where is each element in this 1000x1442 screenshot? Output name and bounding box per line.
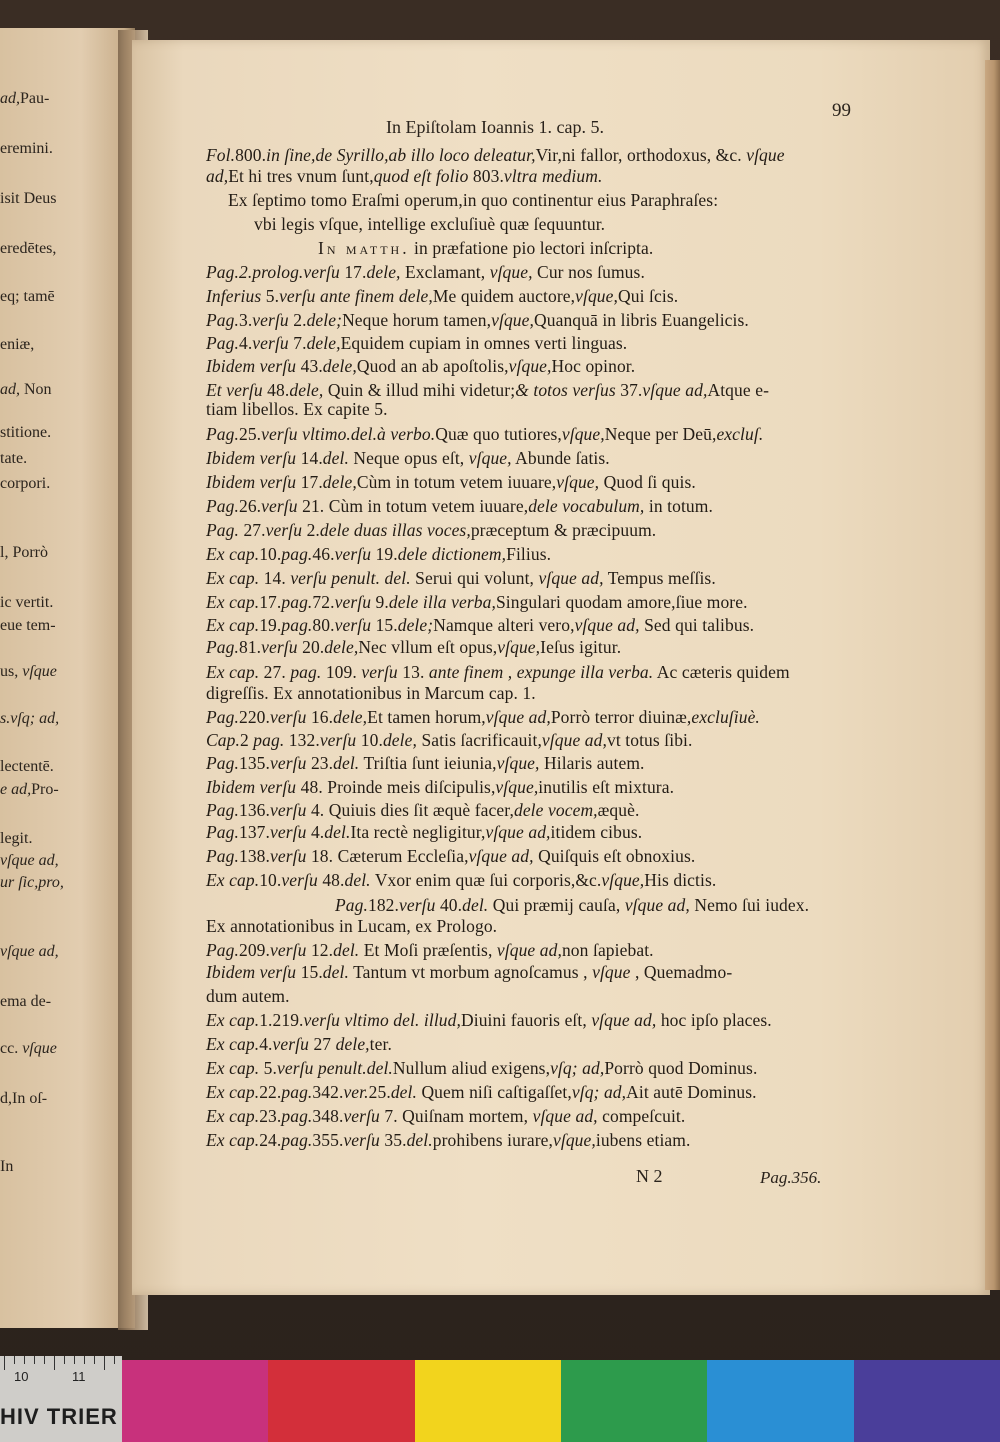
- text-line: tiam libellos. Ex capite 5.: [206, 399, 388, 419]
- ruler-number-11: 11: [72, 1369, 86, 1384]
- left-page-line: isit Deus: [0, 190, 57, 207]
- left-page-line: cc. vſque: [0, 1040, 57, 1057]
- text-line: Cap.2 pag. 132.verſu 10.dele, Satis ſacrificauit,vſque ad,vt totus ſibi.: [206, 730, 693, 750]
- left-page-line: us, vſque: [0, 663, 57, 680]
- left-page-line: legit.: [0, 830, 33, 847]
- text-line: Ex cap.23.pag.348.verſu 7. Quiſnam mortem, vſque ad, compeſcuit.: [206, 1106, 686, 1126]
- text-line: In matth. in præfatione pio lectori inſcripta.: [318, 238, 654, 258]
- text-line: Ibidem verſu 48. Proinde meis diſcipulis,vſque,inutilis eſt mixtura.: [206, 777, 675, 797]
- text-line: Ex cap.17.pag.72.verſu 9.dele illa verba,Singulari quodam amore,ſiue more.: [206, 592, 748, 612]
- ruler-tick: [94, 1356, 95, 1364]
- text-line: Pag. 27.verſu 2.dele duas illas voces,præceptum & præcipuum.: [206, 520, 657, 540]
- left-page-line: d,In oſ-: [0, 1090, 48, 1107]
- color-swatch: [122, 1360, 269, 1442]
- left-page-line: tate.: [0, 450, 28, 467]
- color-swatch: [854, 1360, 1000, 1442]
- text-line: Pag.182.verſu 40.del. Qui præmij cauſa, vſque ad, Nemo ſui iudex.: [335, 895, 810, 915]
- ruler-tick: [44, 1356, 45, 1364]
- catchword: Pag.356.: [760, 1168, 822, 1187]
- left-page-line: eremini.: [0, 140, 53, 157]
- ruler-tick: [74, 1356, 75, 1364]
- archive-label: HIV TRIER: [0, 1404, 118, 1429]
- text-line: Pag.26.verſu 21. Cùm in totum vetem iuuare,dele vocabulum, in totum.: [206, 496, 713, 516]
- left-page-line: corpori.: [0, 475, 51, 492]
- left-page-line: ad,Pau-: [0, 90, 50, 107]
- text-line: Ex cap.4.verſu 27 dele,ter.: [206, 1034, 392, 1054]
- text-line: Pag.4.verſu 7.dele,Equidem cupiam in omnes verti linguas.: [206, 333, 628, 353]
- text-line: Ex ſeptimo tomo Eraſmi operum,in quo continentur eius Paraphraſes:: [228, 190, 719, 210]
- text-line: vbi legis vſque, intellige excluſiuè quæ ſequuntur.: [254, 214, 606, 234]
- ruler-tick: [54, 1356, 55, 1370]
- page-edge: [985, 60, 1000, 1290]
- text-line: Inferius 5.verſu ante finem dele,Me quidem auctore,vſque,Qui ſcis.: [206, 286, 679, 306]
- left-page-line: ur ſic,pro,: [0, 874, 64, 891]
- text-line: Ex cap. 14. verſu penult. del. Serui qui volunt, vſque ad, Tempus meſſis.: [206, 568, 716, 588]
- left-page-line: s.vſq; ad,: [0, 710, 60, 727]
- text-line: Ibidem verſu 43.dele,Quod an ab apoſtolis,vſque,Hoc opinor.: [206, 356, 636, 376]
- left-facing-page: [0, 28, 135, 1328]
- left-page-line: eue tem-: [0, 617, 56, 634]
- page-number: 99: [832, 100, 851, 121]
- ruler-tick: [64, 1356, 65, 1364]
- left-page-line: lectentē.: [0, 758, 54, 775]
- left-page-line: vſque ad,: [0, 852, 59, 869]
- text-line: Ex cap.10.pag.46.verſu 19.dele dictionem,Filius.: [206, 544, 552, 564]
- text-line: Ex cap.10.verſu 48.del. Vxor enim quæ ſui corporis,&c.vſque,His dictis.: [206, 870, 717, 890]
- text-line: Ex cap. 5.verſu penult.del.Nullum aliud exigens,vſq; ad,Porrò quod Dominus.: [206, 1058, 758, 1078]
- text-line: Ex cap.22.pag.342.ver.25.del. Quem niſi caſtigaſſet,vſq; ad,Ait autē Dominus.: [206, 1082, 757, 1102]
- left-page-line: ad, Non: [0, 381, 52, 398]
- text-line: Ibidem verſu 14.del. Neque opus eſt, vſque, Abunde ſatis.: [206, 448, 610, 468]
- text-line: Pag.2.prolog.verſu 17.dele, Exclamant, vſque, Cur nos ſumus.: [206, 262, 645, 282]
- ruler-tick: [24, 1356, 25, 1364]
- text-line: Pag.81.verſu 20.dele,Nec vllum eſt opus,vſque,Ieſus igitur.: [206, 637, 622, 657]
- running-head: In Epiſtolam Ioannis 1. cap. 5.: [386, 117, 604, 137]
- text-line: Ex cap. 27. pag. 109. verſu 13. ante finem , expunge illa verba. Ac cæteris quidem: [206, 662, 790, 682]
- left-page-line: vſque ad,: [0, 943, 59, 960]
- text-line: Ibidem verſu 15.del. Tantum vt morbum agnoſcamus , vſque , Quemadmo-: [206, 962, 733, 982]
- text-line: Ex cap.19.pag.80.verſu 15.dele;Namque alteri vero,vſque ad, Sed qui talibus.: [206, 615, 755, 635]
- ruler-tick: [34, 1356, 35, 1364]
- left-page-line: In: [0, 1158, 14, 1175]
- ruler-tick: [104, 1356, 105, 1370]
- text-line: Fol.800.in ſine,de Syrillo,ab illo loco deleatur,Vir,ni fallor, orthodoxus, &c. vſque: [206, 145, 785, 165]
- left-page-line: ema de-: [0, 993, 52, 1010]
- ruler-tick: [4, 1356, 5, 1370]
- ruler-tick: [84, 1356, 85, 1364]
- text-line: Pag.209.verſu 12.del. Et Moſi præſentis, vſque ad,non ſapiebat.: [206, 940, 654, 960]
- text-line: Pag.138.verſu 18. Cæterum Eccleſia,vſque ad, Quiſquis eſt obnoxius.: [206, 846, 696, 866]
- text-line: Pag.3.verſu 2.dele;Neque horum tamen,vſque,Quanquā in libris Euangelicis.: [206, 310, 749, 330]
- text-line: Pag.136.verſu 4. Quiuis dies ſit æquè facer,dele vocem,æquè.: [206, 800, 640, 820]
- text-line: Ex cap.24.pag.355.verſu 35.del.prohibens iurare,vſque,iubens etiam.: [206, 1130, 691, 1150]
- text-line: ad,Et hi tres vnum ſunt,quod eſt folio 803.vltra medium.: [206, 166, 603, 186]
- text-line: Pag.220.verſu 16.dele,Et tamen horum,vſque ad,Porrò terror diuinæ,excluſiuè.: [206, 707, 760, 727]
- color-swatch: [415, 1360, 562, 1442]
- left-page-line: e ad,Pro-: [0, 781, 59, 798]
- color-swatch: [561, 1360, 708, 1442]
- left-page-line: eredētes,: [0, 240, 57, 257]
- left-page-line: stitione.: [0, 424, 52, 441]
- text-line: dum autem.: [206, 986, 290, 1006]
- text-line: digreſſis. Ex annotationibus in Marcum cap. 1.: [206, 683, 536, 703]
- ruler-tick: [114, 1356, 115, 1364]
- left-page-line: eniæ,: [0, 336, 35, 353]
- ruler-tick: [14, 1356, 15, 1364]
- ruler-number-10: 10: [14, 1369, 29, 1384]
- left-page-line: l, Porrò: [0, 544, 48, 561]
- color-swatch: [707, 1360, 854, 1442]
- signature-mark: N 2: [636, 1166, 663, 1186]
- text-line: Ibidem verſu 17.dele,Cùm in totum vetem iuuare,vſque, Quod ſi quis.: [206, 472, 696, 492]
- text-line: Pag.137.verſu 4.del.Ita rectè negligitur,vſque ad,itidem cibus.: [206, 822, 643, 842]
- text-line: Ex cap.1.219.verſu vltimo del. illud,Diuini fauoris eſt, vſque ad, hoc ipſo places.: [206, 1010, 772, 1030]
- text-line: Ex annotationibus in Lucam, ex Prologo.: [206, 916, 498, 936]
- text-line: Et verſu 48.dele, Quin & illud mihi videtur;& totos verſus 37.vſque ad,Atque e-: [206, 380, 769, 400]
- text-line: Pag.135.verſu 23.del. Triſtia ſunt ieiunia,vſque, Hilaris autem.: [206, 753, 645, 773]
- text-line: Pag.25.verſu vltimo.del.à verbo.Quæ quo tutiores,vſque,Neque per Deū,excluſ.: [206, 424, 764, 444]
- left-page-line: ic vertit.: [0, 594, 54, 611]
- color-swatch: [268, 1360, 415, 1442]
- left-page-line: eq; tamē: [0, 288, 55, 305]
